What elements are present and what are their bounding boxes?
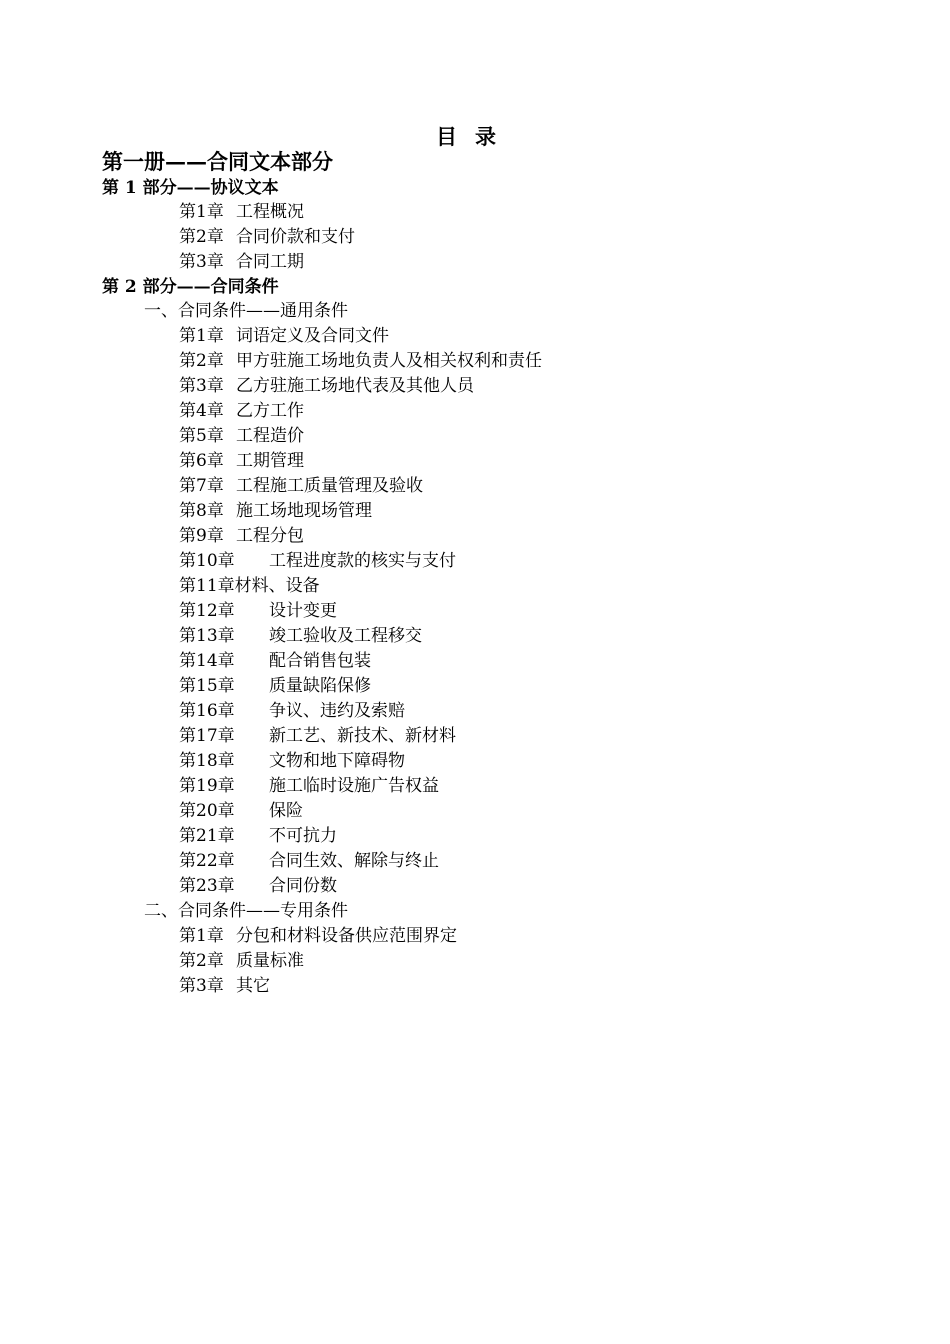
toc-entry: 第10章 工程进度款的核实与支付 — [179, 551, 456, 571]
toc-entry: 第2章 甲方驻施工场地负责人及相关权利和责任 — [179, 351, 542, 371]
toc-entry: 第6章 工期管理 — [179, 451, 304, 471]
toc-entry: 第5章 工程造价 — [179, 426, 304, 446]
toc-entry: 第1章 工程概况 — [179, 202, 304, 222]
toc-entry: 第15章 质量缺陷保修 — [179, 676, 371, 696]
toc-entry: 第16章 争议、违约及索赔 — [179, 701, 405, 721]
toc-entry: 第2章 质量标准 — [179, 951, 304, 971]
part-2-heading: 第 2 部分——合同条件 — [102, 277, 279, 297]
toc-entry: 第20章 保险 — [179, 801, 303, 821]
toc-entry: 第19章 施工临时设施广告权益 — [179, 776, 439, 796]
toc-entry: 第12章 设计变更 — [179, 601, 337, 621]
toc-entry: 第22章 合同生效、解除与终止 — [179, 851, 439, 871]
toc-entry: 第4章 乙方工作 — [179, 401, 304, 421]
toc-entry: 第21章 不可抗力 — [179, 826, 337, 846]
toc-entry: 第13章 竣工验收及工程移交 — [179, 626, 422, 646]
toc-entry: 第1章 分包和材料设备供应范围界定 — [179, 926, 457, 946]
section-heading-general: 一、合同条件——通用条件 — [144, 301, 348, 321]
toc-entry: 第23章 合同份数 — [179, 876, 337, 896]
toc-entry: 第3章 乙方驻施工场地代表及其他人员 — [179, 376, 474, 396]
toc-entry: 第2章 合同价款和支付 — [179, 227, 355, 247]
toc-entry: 第8章 施工场地现场管理 — [179, 501, 372, 521]
toc-entry: 第3章 合同工期 — [179, 252, 304, 272]
toc-entry: 第14章 配合销售包装 — [179, 651, 371, 671]
toc-entry: 第11章材料、设备 — [179, 576, 320, 596]
toc-entry: 第7章 工程施工质量管理及验收 — [179, 476, 423, 496]
part-1-heading: 第 1 部分——协议文本 — [102, 178, 279, 198]
toc-entry: 第9章 工程分包 — [179, 526, 304, 546]
volume-heading: 第一册——合同文本部分 — [102, 149, 333, 174]
toc-entry: 第3章 其它 — [179, 976, 270, 996]
toc-entry: 第17章 新工艺、新技术、新材料 — [179, 726, 456, 746]
table-of-contents — [102, 148, 862, 999]
section-heading-special: 二、合同条件——专用条件 — [144, 901, 348, 921]
toc-entry: 第1章 词语定义及合同文件 — [179, 326, 389, 346]
toc-entry: 第18章 文物和地下障碍物 — [179, 751, 405, 771]
toc-title: 目录 — [436, 124, 514, 149]
